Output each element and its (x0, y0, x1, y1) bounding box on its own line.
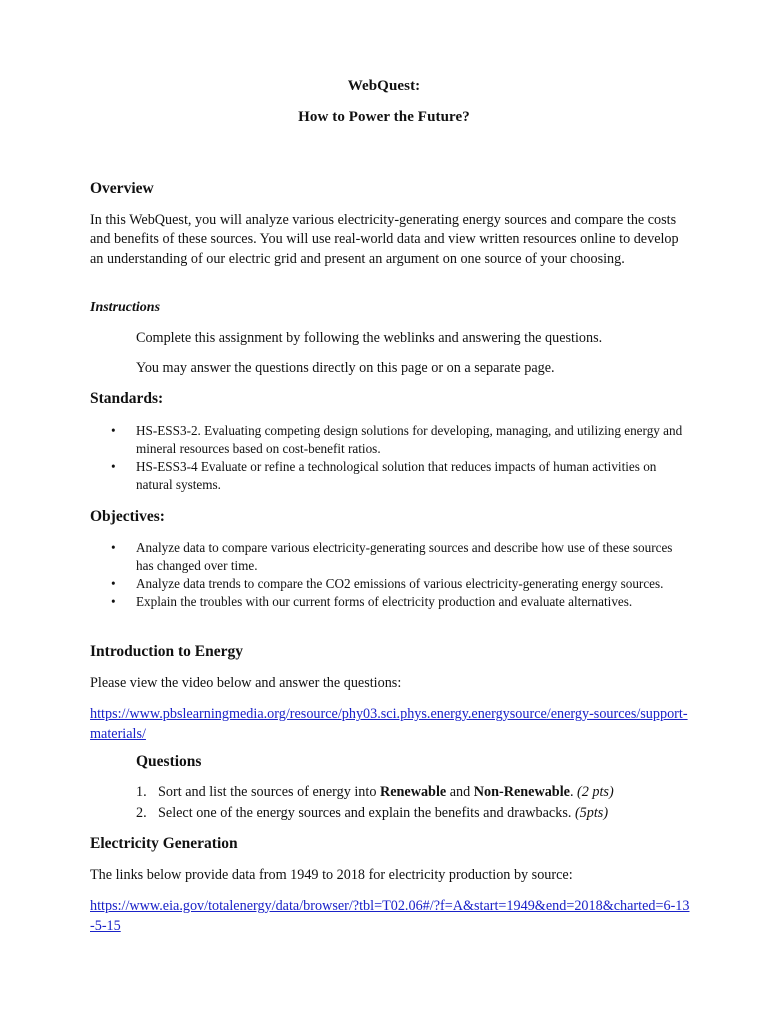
intro-link-container (90, 705, 690, 744)
question-text-part: . (569, 784, 578, 800)
question-text-part: Select one of the energy sources and explain the benefits and drawbacks. (158, 805, 575, 821)
instructions-line-2: You may answer the questions directly on this page or on a separate page. (136, 360, 555, 376)
question-points: (5pts) (574, 805, 609, 821)
objectives-item-text: Explain the troubles with our current forms of electricity production and evaluate alternatives. (136, 594, 633, 609)
objectives-item-text: Analyze data trends to compare the CO2 emissions of various electricity-generating energy sources. (136, 576, 664, 591)
document-title-line2: How to Power the Future? (298, 109, 470, 125)
overview-text: In this WebQuest, you will analyze various electricity-generating energy sources and compare the costs and benefits of these sources. You will use real-world data and view written resources online to develop an understanding of our electric grid and present an argument on one source of your choosing. (90, 212, 679, 267)
questions-heading: Questions (136, 753, 202, 770)
objectives-item (108, 593, 688, 611)
objectives-heading: Objectives: (90, 508, 165, 525)
question-item (136, 782, 696, 803)
intro-text: Please view the video below and answer the questions: (90, 675, 402, 691)
objectives-item (108, 575, 688, 593)
standards-item (108, 422, 688, 458)
standards-heading: Standards: (90, 390, 164, 407)
bullet-icon: • (111, 423, 116, 438)
electricity-link-container (90, 897, 690, 936)
objectives-item (108, 539, 688, 575)
electricity-text: The links below provide data from 1949 to 2018 for electricity production by source: (90, 867, 573, 883)
question-text (158, 805, 608, 821)
bullet-icon: • (111, 540, 116, 555)
objectives-list (108, 539, 688, 611)
instructions-heading: Instructions (90, 300, 161, 315)
question-text (158, 784, 614, 800)
renewable-label: Renewable (379, 784, 447, 800)
objectives-item-text: Analyze data to compare various electricity-generating sources and describe how use of these sources has changed over time. (136, 540, 673, 573)
question-number: 1. (136, 784, 147, 800)
questions-list (136, 782, 696, 824)
standards-list (108, 422, 688, 494)
eia-data-link[interactable]: https://www.eia.gov/totalenergy/data/browser/?tbl=T02.06#/?f=A&start=1949&end=2018&charted=6-13-5-15 (90, 898, 690, 934)
non-renewable-label: Non-Renewable (473, 784, 570, 800)
question-text-part: Sort and list the sources of energy into (158, 784, 380, 800)
standards-item-text: HS-ESS3-4 Evaluate or refine a technological solution that reduces impacts of human activities on natural systems. (136, 459, 657, 492)
instructions-line-1: Complete this assignment by following the weblinks and answering the questions. (136, 330, 603, 346)
intro-video-link[interactable]: https://www.pbslearningmedia.org/resource/phy03.sci.phys.energy.energysource/energy-sources/support-materials/ (90, 706, 688, 742)
electricity-heading: Electricity Generation (90, 835, 238, 852)
bullet-icon: • (111, 576, 116, 591)
bullet-icon: • (111, 594, 116, 609)
overview-heading: Overview (90, 180, 154, 197)
question-item (136, 803, 696, 824)
document-title-line1: WebQuest: (347, 78, 421, 94)
intro-heading: Introduction to Energy (90, 643, 244, 660)
question-number: 2. (136, 805, 147, 821)
question-text-part: and (446, 784, 474, 800)
bullet-icon: • (111, 459, 116, 474)
standards-item (108, 458, 688, 494)
standards-item-text: HS-ESS3-2. Evaluating competing design solutions for developing, managing, and utilizing energy and mineral resources based on cost-benefit ratios. (136, 423, 683, 456)
question-points: (2 pts) (577, 784, 614, 800)
